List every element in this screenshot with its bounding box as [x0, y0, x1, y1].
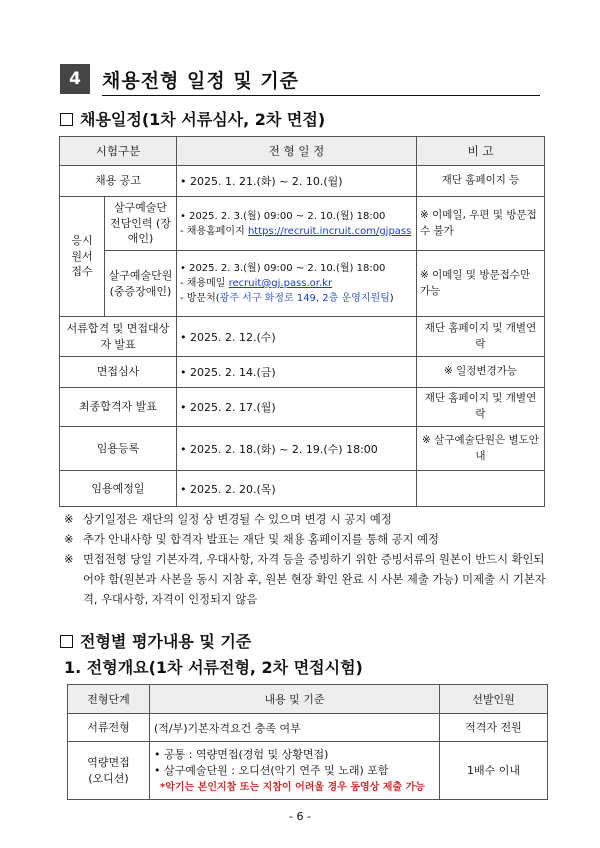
row-content: (적/부)기본자격요건 충족 여부 — [150, 714, 440, 742]
section-number: 4 — [60, 64, 90, 94]
row-schedule: • 2025. 2. 3.(월) 09:00 ~ 2. 10.(월) 18:00 - 채용메일 recruit@gj.pass.or.kr - 방문처(광주 서구 화정로 149, 2층 운영지원팀) — [177, 251, 417, 317]
table-row — [68, 714, 548, 742]
recruit-email-link[interactable]: recruit@gj.pass.or.kr — [228, 278, 333, 289]
table-row — [60, 427, 545, 471]
notes-list — [64, 510, 548, 610]
row-schedule: • 2025. 2. 3.(월) 09:00 ~ 2. 10.(월) 18:00 - 채용홈페이지 https://recruit.incruit.com/gjpass — [177, 197, 417, 251]
page-number: - 6 - — [289, 810, 311, 823]
application-group-label: 응시 원서 접수 — [60, 197, 105, 317]
header-schedule: 전 형 일 정 — [177, 137, 417, 166]
row-remark — [417, 471, 545, 507]
row-count: 적격자 전원 — [440, 714, 548, 742]
list-item: ※ 상기일정은 재단의 일정 상 변경될 수 있으며 변경 시 공지 예정 — [64, 513, 392, 526]
row-label: 서류합격 및 면접대상자 발표 — [60, 317, 177, 357]
list-item: ※ 면접전형 당일 기본자격, 우대사항, 자격 등을 증빙하기 위한 증빙서류의 원본이 반드시 확인되어야 함(원본과 사본을 동시 지참 후, 원본 현장 확인 완료 시 사본 제출 가능) 미제출 시 기본자격, 우대사항, 자격이 인정되지 않음 — [64, 553, 546, 606]
visit-address: 광주 서구 화정로 149, 2층 운영지원팀 — [219, 293, 390, 304]
row-content: • 공통 : 역량면접(경험 및 상황면접) • 살구예술단원 : 오디션(악기 연주 및 노래) 포함 *악기는 본인지참 또는 지참이 어려울 경우 동영상 제출 가능 — [150, 742, 440, 800]
schedule-heading: 채용일정(1차 서류심사, 2차 면접) — [60, 107, 325, 130]
list-item: ※ 추가 안내사항 및 합격자 발표는 재단 및 채용 홈페이지를 통해 공지 예정 — [64, 533, 439, 546]
row-remark: 재단 홈페이지 및 개별연락 — [417, 317, 545, 357]
header-stage: 전형단계 — [68, 685, 150, 714]
evaluation-heading: 전형별 평가내용 및 기준 — [60, 629, 251, 652]
row-remark: ※ 살구예술단원은 별도안내 — [417, 427, 545, 471]
row-schedule: • 2025. 2. 18.(화) ~ 2. 19.(수) 18:00 — [177, 427, 417, 471]
row-stage: 역량면접 (오디션) — [68, 742, 150, 800]
section-header — [60, 62, 540, 96]
row-schedule: • 2025. 2. 14.(금) — [177, 357, 417, 388]
row-schedule: • 2025. 2. 17.(월) — [177, 388, 417, 427]
row-remark: ※ 일정변경가능 — [417, 357, 545, 388]
section-divider — [102, 95, 540, 96]
row-count: 1배수 이내 — [440, 742, 548, 800]
table-row — [60, 166, 545, 197]
row-label: 임용예정일 — [60, 471, 177, 507]
section-title: 채용전형 일정 및 기준 — [102, 70, 300, 92]
schedule-table — [59, 136, 545, 507]
table-row — [60, 388, 545, 427]
square-bullet-icon — [60, 635, 73, 648]
header-category: 시험구분 — [60, 137, 177, 166]
table-row — [60, 197, 545, 251]
row-remark: 재단 홈페이지 등 — [417, 166, 545, 197]
row-label: 최종합격자 발표 — [60, 388, 177, 427]
row-remark: 재단 홈페이지 및 개별연락 — [417, 388, 545, 427]
table-row — [60, 357, 545, 388]
header-count: 선발인원 — [440, 685, 548, 714]
row-stage: 서류전형 — [68, 714, 150, 742]
row-remark: ※ 이메일 및 방문접수만 가능 — [417, 251, 545, 317]
table-row — [60, 251, 545, 317]
row-schedule: • 2025. 1. 21.(화) ~ 2. 10.(월) — [177, 166, 417, 197]
row-label: 채용 공고 — [60, 166, 177, 197]
row-schedule: • 2025. 2. 12.(수) — [177, 317, 417, 357]
header-content: 내용 및 기준 — [150, 685, 440, 714]
recruit-site-link[interactable]: https://recruit.incruit.com/gjpass — [247, 225, 412, 237]
table-row — [68, 742, 548, 800]
table-row — [60, 317, 545, 357]
row-remark: ※ 이메일, 우편 및 방문접수 불가 — [417, 197, 545, 251]
row-label: 살구예술단 전담인력 (장애인) — [105, 197, 177, 251]
instrument-note: *악기는 본인지참 또는 지참이 어려울 경우 동영상 제출 가능 — [160, 781, 425, 793]
evaluation-subheading: 1. 전형개요(1차 서류전형, 2차 면접시험) — [64, 658, 363, 677]
row-label: 살구예술단원 (중증장애인) — [105, 251, 177, 317]
evaluation-table — [67, 684, 548, 800]
row-label: 임용등록 — [60, 427, 177, 471]
table-header-row — [60, 137, 545, 166]
table-row — [60, 471, 545, 507]
square-bullet-icon — [60, 113, 73, 126]
row-label: 면접심사 — [60, 357, 177, 388]
row-schedule: • 2025. 2. 20.(목) — [177, 471, 417, 507]
header-remark: 비 고 — [417, 137, 545, 166]
table-header-row — [68, 685, 548, 714]
